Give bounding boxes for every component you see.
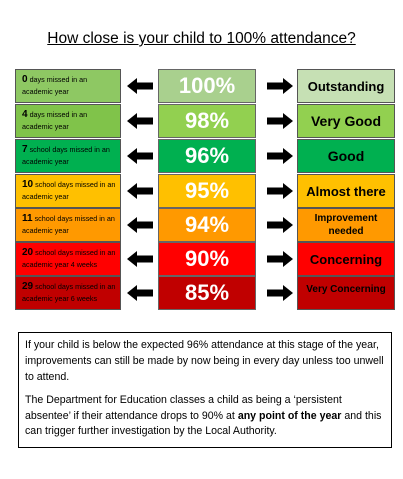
days-missed-count: 29 — [22, 281, 34, 292]
info-paragraph-1: If your child is below the expected 96% attendance at this stage of the year, improvements can still be made by now being in every day unless too unwell to attend. — [25, 339, 384, 383]
attendance-rating: Very Good — [297, 104, 395, 138]
arrow-right-icon — [267, 251, 293, 267]
arrow-right-icon — [267, 148, 293, 164]
days-missed-count: 4 — [22, 109, 28, 120]
days-missed-count: 11 — [22, 213, 33, 224]
attendance-percent: 95% — [158, 174, 256, 208]
days-missed-count: 0 — [22, 74, 28, 85]
days-missed-box — [15, 208, 121, 242]
attendance-percent: 98% — [158, 104, 256, 138]
arrow-left-icon — [127, 285, 153, 301]
arrow-left-icon — [127, 183, 153, 199]
attendance-rating: Very Concerning — [297, 276, 395, 310]
arrow-right-icon — [267, 183, 293, 199]
attendance-rating: Concerning — [297, 242, 395, 276]
days-missed-count: 20 — [22, 247, 34, 258]
arrow-left-icon — [127, 148, 153, 164]
attendance-row-98 — [0, 104, 403, 138]
attendance-row-94 — [0, 208, 403, 242]
page-title: How close is your child to 100% attendance? — [47, 30, 356, 47]
days-missed-box — [15, 104, 121, 138]
arrow-left-icon — [127, 113, 153, 129]
arrow-right-icon — [267, 217, 293, 233]
attendance-rating: Outstanding — [297, 69, 395, 103]
days-missed-box — [15, 139, 121, 173]
attendance-row-85 — [0, 276, 403, 310]
days-missed-text: school days missed in an academic year — [22, 180, 116, 201]
days-missed-text: days missed in an academic year — [22, 75, 88, 96]
arrow-right-icon — [267, 113, 293, 129]
days-missed-box — [15, 276, 121, 310]
attendance-rating: Good — [297, 139, 395, 173]
info-box — [18, 332, 392, 448]
days-missed-text: school days missed in an academic year 4 weeks — [22, 248, 116, 269]
attendance-row-90 — [0, 242, 403, 276]
days-missed-text: school days missed in an academic year 6 weeks — [22, 282, 116, 303]
attendance-percent: 90% — [158, 242, 256, 276]
days-missed-box — [15, 242, 121, 276]
attendance-percent: 100% — [158, 69, 256, 103]
attendance-row-100 — [0, 69, 403, 103]
arrow-right-icon — [267, 78, 293, 94]
days-missed-count: 10 — [22, 179, 34, 190]
days-missed-box — [15, 69, 121, 103]
attendance-rating: Almost there — [297, 174, 395, 208]
attendance-percent: 85% — [158, 276, 256, 310]
attendance-row-95 — [0, 174, 403, 208]
days-missed-count: 7 — [22, 144, 28, 155]
days-missed-box — [15, 174, 121, 208]
attendance-rating: Improvement needed — [297, 208, 395, 242]
info-paragraph-2-emphasis: any point of the year — [237, 409, 342, 422]
arrow-left-icon — [127, 78, 153, 94]
attendance-percent: 96% — [158, 139, 256, 173]
info-paragraph-2-start: The Department for Education classes a child as being a ‘persistent absentee’ if their attendance drops to 90% at — [25, 393, 342, 422]
days-missed-text: days missed in an academic year — [22, 110, 88, 131]
info-paragraph-2-end: and this can trigger further investigation by the Local Authority. — [25, 409, 382, 438]
days-missed-text: school days missed in an academic year — [22, 214, 115, 235]
arrow-left-icon — [127, 251, 153, 267]
info-paragraph-2 — [25, 393, 385, 441]
arrow-right-icon — [267, 285, 293, 301]
attendance-percent: 94% — [158, 208, 256, 242]
arrow-left-icon — [127, 217, 153, 233]
days-missed-text: school days missed in an academic year — [22, 145, 110, 166]
attendance-row-96 — [0, 139, 403, 173]
